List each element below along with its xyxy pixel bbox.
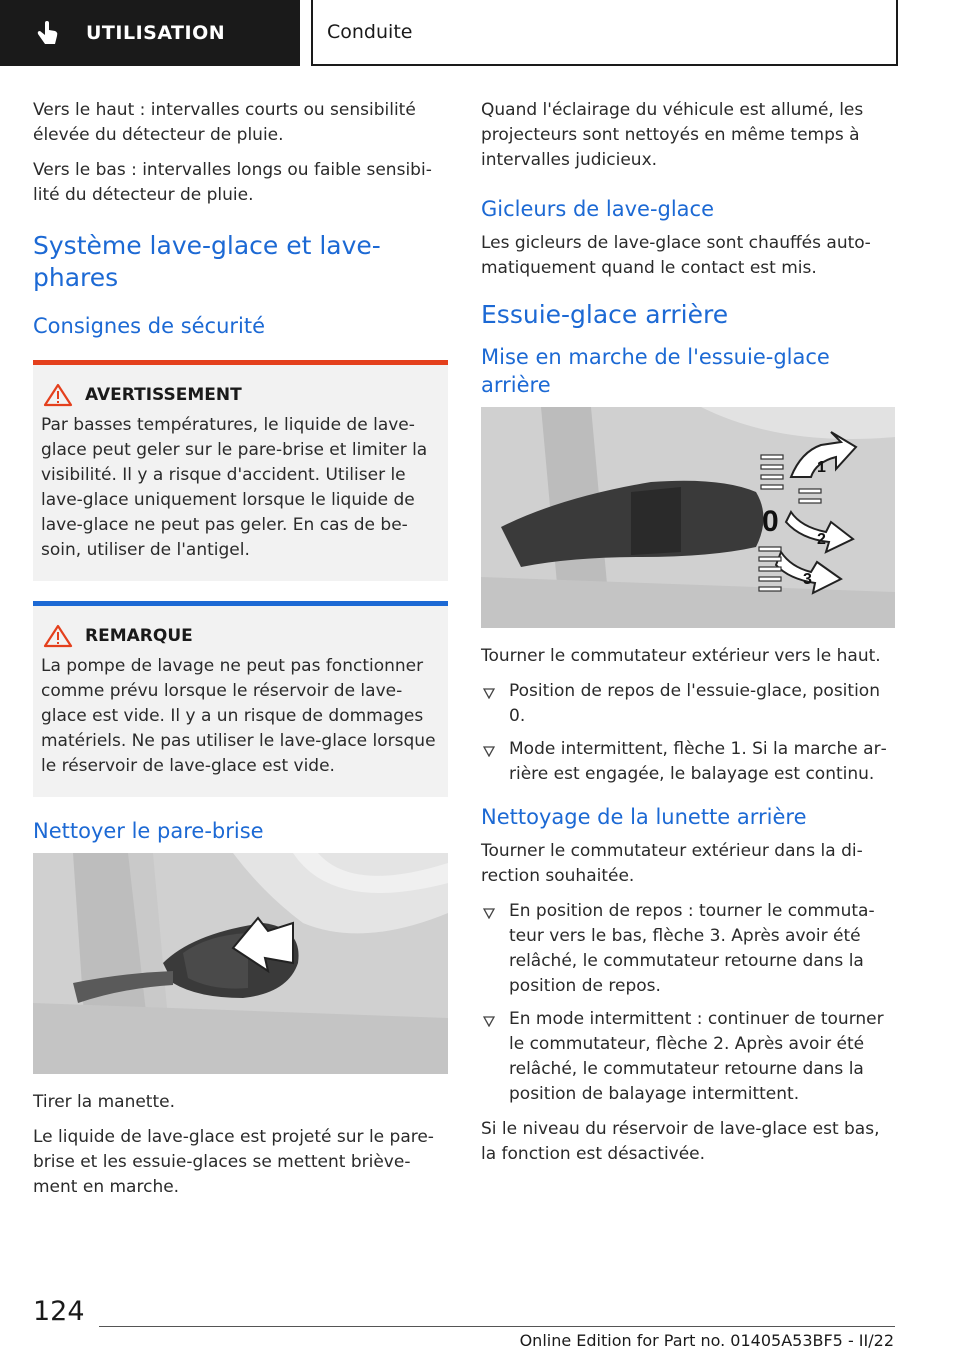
heading-clean-windshield: Nettoyer le pare-brise <box>33 819 264 843</box>
rear-wiper-switch-illustration <box>481 407 895 628</box>
footer-edition: Online Edition for Part no. 01405A53BF5 - II/22 <box>519 1331 894 1350</box>
note-box <box>33 601 448 797</box>
paragraph-down: Vers le bas : intervalles longs ou faible sensibilité du détecteur de pluie. <box>33 160 432 205</box>
page-number: 124 <box>33 1296 85 1327</box>
section-tab <box>0 0 300 66</box>
paragraph-lights: Quand l'éclairage du véhicule est allumé, les projecteurs sont nettoyés en même temps à intervalles judicieux. <box>481 100 864 170</box>
warning-triangle-icon <box>43 624 73 648</box>
section-title: UTILISATION <box>86 22 226 44</box>
arrow-label-3: 3 <box>803 571 812 588</box>
triangle-bullet-icon <box>483 1016 495 1027</box>
heading-safety: Consignes de sécurité <box>33 314 266 338</box>
heading-nozzles: Gicleurs de lave-glace <box>481 197 715 221</box>
arrow-label-1: 1 <box>817 459 826 476</box>
note-title: REMARQUE <box>85 626 193 646</box>
right-column <box>481 98 895 1177</box>
footer-divider <box>99 1326 895 1327</box>
list-item: Position de repos de l'essuie-glace, position 0. <box>481 679 895 729</box>
triangle-bullet-icon <box>483 908 495 919</box>
heading-washer-system: Système lave-glace et lave-phares <box>33 231 381 292</box>
warning-text: Par basses températures, le liquide de lave-glace peut geler sur le pare-brise et limiter la visibilité. Il y a risque d'accident. Utiliser le lave-glace uniquement lorsque le liquide de lave-glace ne peut pas geler. En cas de besoin, utiliser de l'antigel. <box>41 415 428 560</box>
paragraph-pull: Tirer la manette. <box>33 1092 176 1112</box>
heading-rear-wiper: Essuie-glace arrière <box>481 300 729 329</box>
paragraph-low-level: Si le niveau du réservoir de lave-glace est bas, la fonction est désactivée. <box>481 1119 880 1164</box>
paragraph-turn-direction: Tourner le commutateur extérieur dans la direction souhaitée. <box>481 841 863 886</box>
paragraph-nozzles: Les gicleurs de lave-glace sont chauffés automatiquement quand le contact est mis. <box>481 233 871 278</box>
warning-box <box>33 360 448 581</box>
paragraph-spray: Le liquide de lave-glace est projeté sur le pare-brise et les essuie-glaces se mettent brièvement en marche. <box>33 1127 434 1197</box>
list-item: En position de repos : tourner le commutateur vers le bas, flèche 3. Après avoir été relâché, le commutateur retourne dans la position de repos. <box>481 899 895 999</box>
list-item: Mode intermittent, flèche 1. Si la marche arrière est engagée, le balayage est continu. <box>481 737 895 787</box>
paragraph-up: Vers le haut : intervalles courts ou sensibilité élevée du détecteur de pluie. <box>33 100 416 145</box>
bullet-list-cleaning <box>481 899 895 1107</box>
paragraph-turn-up: Tourner le commutateur extérieur vers le haut. <box>481 646 881 666</box>
warning-triangle-icon <box>43 383 73 407</box>
arrow-label-2: 2 <box>817 531 826 548</box>
heading-rear-wiper-on: Mise en marche de l'essuie-glace arrière <box>481 345 830 397</box>
subsection-title: Conduite <box>327 21 413 43</box>
list-item: En mode intermittent : continuer de tourner le commutateur, flèche 2. Après avoir été relâché, le commutateur retourne dans la position de balayage intermittent. <box>481 1007 895 1107</box>
position-label-0: 0 <box>762 505 779 538</box>
heading-rear-window-clean: Nettoyage de la lunette arrière <box>481 805 807 829</box>
subsection-tab <box>311 0 898 66</box>
washer-lever-illustration <box>33 853 448 1074</box>
note-text: La pompe de lavage ne peut pas fonctionner comme prévu lorsque le réservoir de lave-glace est vide. Il y a un risque de dommages matériels. Ne pas utiliser le lave-glace lorsque le réservoir de lave-glace est vide. <box>41 656 436 776</box>
hand-pointer-icon <box>36 20 60 46</box>
triangle-bullet-icon <box>483 688 495 699</box>
left-column <box>33 98 448 1210</box>
triangle-bullet-icon <box>483 746 495 757</box>
warning-title: AVERTISSEMENT <box>85 385 242 405</box>
bullet-list-positions <box>481 679 895 787</box>
